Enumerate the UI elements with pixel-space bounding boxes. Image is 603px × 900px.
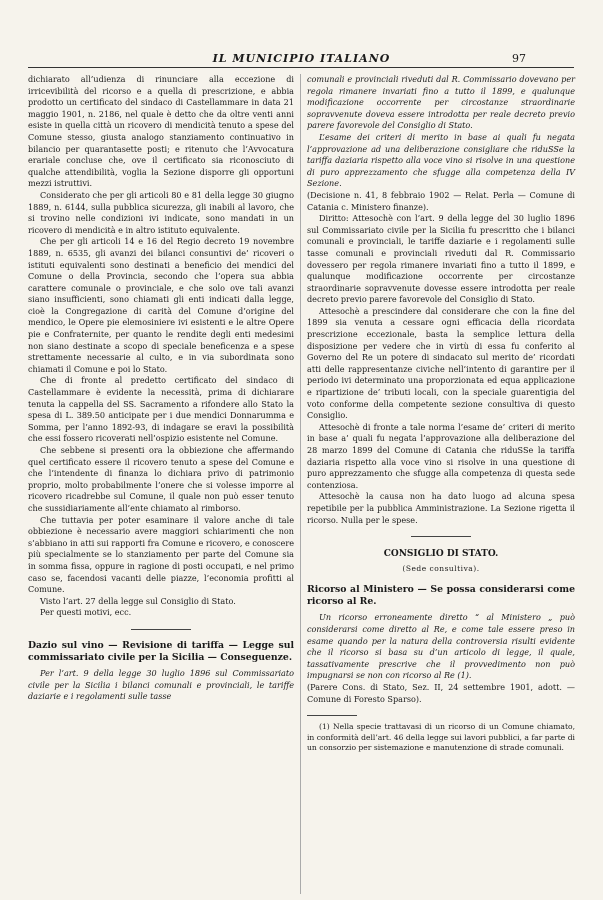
page-number: 97 [512, 52, 526, 65]
paragraph: Visto l’art. 27 della legge sul Consiglio di Stato. [40, 595, 236, 606]
paragraph: Che di fronte al predetto certificato del sindaco di Castellammare è evidente la necessità, prima di dichiarare tenuta la cappella del SS. Sacramento a rifondere allo Stato la spesa di L. 389.50 anticipate per i due mendici Donnarumma e Somma, per l’anno 1892-93, di indagare se eravi la possibilità che essi fossero ricoverati nell’ospizio esistente nel Comune. [28, 375, 294, 444]
consiglio-heading: CONSIGLIO DI STATO. [383, 549, 499, 560]
section-summary: Per l’art. 9 della legge 30 luglio 1896 sul Commissariato civile per la Sicilia i bilanci comunali e provinciali, le tariffe daziarie e i regolamenti sulle tasse [28, 667, 294, 702]
paragraph: Attesochè di fronte a tale norma l’esame de’ criteri di merito in base a’ quali fu negata l’approvazione alla deliberazione del 28 marzo 1899 del Comune di Catania che riduSSe la tariffa daziaria rispetto alla voce vino si risolve in una questione di puro apprezzamento che sfugge alla competenza di questa sede contenziosa. [307, 421, 575, 490]
section-separator [131, 629, 191, 630]
right-column [307, 74, 575, 754]
footnote-rule [307, 715, 357, 716]
summary-second: L’esame dei criteri di merito in base ai quali fu negata l’approvazione ad una deliberazione consigliare che riduSSe la tariffa daziaria rispetto alla voce vino si risolve in una questione di puro apprezzamento che sfugge alla competenza della IV Sezione. [307, 131, 575, 189]
paragraph: Diritto: Attesochè con l’art. 9 della legge del 30 luglio 1896 sul Commissariato civile per la Sicilia fu prescritto che i bilanci comunali e provinciali, le tariffe daziarie e i regolamenti sulle tasse comunali e provinciali riveduti dal R. Commissario dovessero per regola rimanere invariati fino a tutto il 1899, e qualunque modificazione occorrente per circostanze straordinarie sopravvenute dovesse essere introdotta per reale decreto previo parere favorevole del Consiglio di Stato. [307, 213, 575, 305]
summary-continued: comunali e provinciali riveduti dal R. Commissario dovevano per regola rimanere invariati fino a tutto il 1899, e qualunque modificazione occorrente per circostanze straordinarie sopravvenute doveva essere introdotta per reale decreto previo parere favorevole del Consiglio di Stato. [307, 74, 575, 131]
section-heading: Ricorso al Ministero — Se possa considerarsi come ricorso al Re. [307, 584, 575, 608]
paragraph: Considerato che per gli articoli 80 e 81 della legge 30 giugno 1889, n. 6144, sulla pubblica sicurezza, gli inabili al lavoro, che si trovino nelle condizioni ivi indicate, sono mandati in un ricovero di mendicità e in altro istituto equivalente. [28, 189, 294, 235]
paragraph: Per questi motivi, ecc. [40, 607, 132, 618]
paragraph: Attesochè a prescindere dal considerare che con la fine del 1899 sia venuta a cessare ogni efficacia della ricordata prescrizione eccezionale, basta la semplice lettura della disposizione per vedere che in virtù di essa fu conferito al Governo del Re un potere di sindacato sul merito de’ ricordati atti delle rappresentanze civiche nell’intento di garantire per il periodo ivi determinato una proporzionata ed equa applicazione e ripartizione de’ tributi locali, con la speciale guarentigia del voto conforme della competente sezione consultiva di questo Consiglio. [307, 305, 575, 421]
paragraph: dichiarato all’udienza di rinunciare alla eccezione di irricevibilità del ricorso e a quella di prescrizione, e abbia prodotto un certificato del sindaco di Castellammare in data 21 maggio 1901, n. 2186, nel quale è detto che da oltre venti anni esiste in quella città un ricovero di mendicità tenuto a spese del Comune stesso, giusta analogo stanziamento continuativo in bilancio per quarantasette posti; e ritenuto che l’Avvocatura erariale concluse che, ove il certificato sia riconosciuto di qualche attendibilità, voglia la Sezione disporre gli opportuni mezzi istruttivi. [28, 74, 294, 189]
footnote: (1) Nella specie trattavasi di un ricorso di un Comune chiamato, in conformità dell’art. 46 della legge sui lavori pubblici, a far parte di un consorzio per sistemazione e manutenzione di strade comunali. [307, 722, 575, 753]
decision-citation: (Decisione n. 41, 8 febbraio 1902 — Relat. Perla — Comune di Catania c. Ministero finanze). [307, 189, 575, 212]
paragraph: Attesochè la causa non ha dato luogo ad alcuna spesa repetibile per la pubblica Amministrazione. La Sezione rigetta il ricorso. Nulla per le spese. [307, 491, 575, 525]
section-separator [411, 536, 471, 537]
paragraph: Che tuttavia per poter esaminare il valore anche di tale obbiezione è necessario avere maggiori schiarimenti che non s’abbiano in atti sui rapporti fra Comune e ricovero, e conoscere più specialmente se lo stanziamento per parte del Comune sia in somma fissa, oppure in ragione di posti occupati, e nel primo caso se, facendosi vacanti delle piazze, l’economia profitti al Comune. [28, 514, 294, 595]
opinion-citation: (Parere Cons. di Stato, Sez. II, 24 settembre 1901, adott. — Comune di Foresto Sparso). [307, 681, 575, 704]
running-header [0, 52, 603, 66]
journal-title: IL MUNICIPIO ITALIANO [212, 52, 391, 65]
header-rule [28, 67, 574, 68]
left-column [28, 74, 294, 703]
section-summary: Un ricorso erroneamente diretto “ al Ministero „ può considerarsi come diretto al Re, e come tale essere preso in esame quando per la natura della controversia risulti evidente che il ricorso si basa su d’un articolo di legge, il quale, tassativamente prescrive che il provvedimento non può impugnarsi se non con ricorso al Re (1). [307, 612, 575, 681]
column-divider [300, 74, 301, 894]
consiglio-subheading: (Sede consultiva). [402, 563, 480, 573]
section-heading: Dazio sul vino — Revisione di tariffa — Legge sul commissariato civile per la Sicilia — Conseguenze. [28, 639, 294, 663]
paragraph: Che sebbene si presenti ora la obbiezione che affermando quel certificato essere il ricovero tenuto a spese del Comune e che l’intendente di finanza lo dichiara privo di patrimonio proprio, molto probabilmente l’onere che si volesse imporre al ricovero ricadrebbe sul Comune, il quale non può esser tenuto che sussidiariamente all’ente chiamato al rimborso. [28, 445, 294, 513]
paragraph: Che per gli articoli 14 e 16 del Regio decreto 19 novembre 1889, n. 6535, gli avanzi dei bilanci consuntivi de’ ricoveri o istituti equivalenti sono destinati a beneficio dei mendici del Comune o della Provincia, secondo che l’opera sua abbia carattere comunale o provinciale, e che solo ove tali avanzi siano insufficienti, sono chiamati gli enti indicati dalla legge, cioè la Congregazione di carità del Comune d’origine del mendico, le Opere pie elemosiniere ivi esistenti e le altre Opere pie e Confraternite, per quanto le rendite degli enti medesimi non siano destinate a scopo di speciale beneficenza e a spese strettamente necessarie al culto, e in via subordinata sono chiamati il Comune e poi lo Stato. [28, 236, 294, 374]
